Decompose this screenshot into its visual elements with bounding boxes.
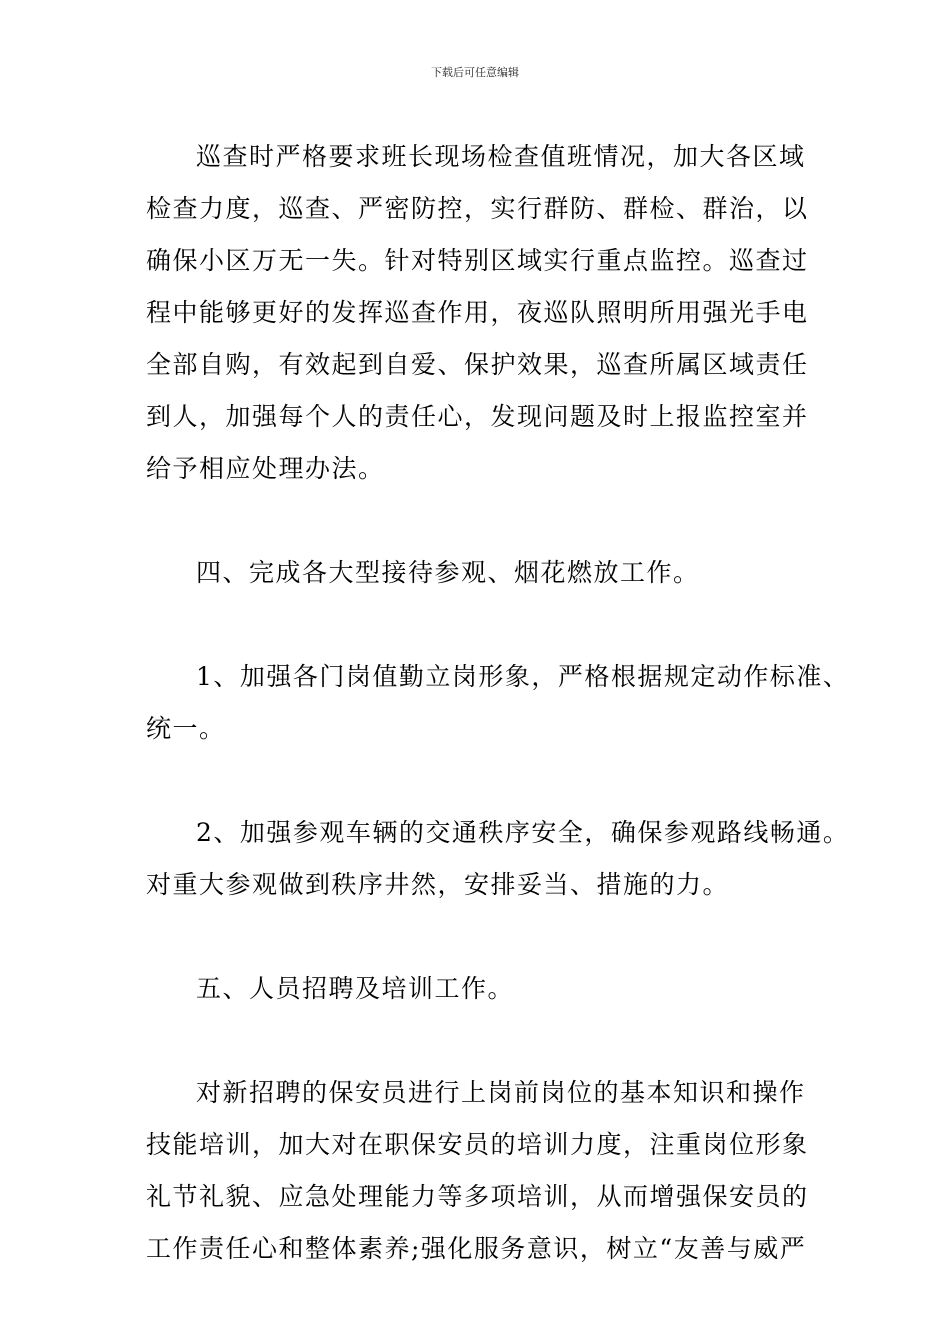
text-line: 对新招聘的保安员进行上岗前岗位的基本知识和操作 — [196, 1078, 806, 1107]
text-line: 给予相应处理办法。 — [146, 454, 385, 483]
paragraph-spacer — [146, 495, 818, 547]
paragraph-spacer — [146, 599, 818, 651]
text-line: 程中能够更好的发挥巡查作用，夜巡队照明所用强光手电 — [146, 298, 809, 327]
text-line: 技能培训，加大对在职保安员的培训力度，注重岗位形象 — [146, 1130, 809, 1159]
section-heading-five — [146, 963, 818, 1015]
text-line: 礼节礼貌、应急处理能力等多项培训，从而增强保安员的 — [146, 1182, 809, 1211]
text-line: 统一。 — [146, 714, 226, 743]
paragraph-spacer — [146, 911, 818, 963]
text-line: 巡查时严格要求班长现场检查值班情况，加大各区域 — [196, 142, 806, 171]
paragraph-spacer — [146, 755, 818, 807]
document-body — [146, 131, 850, 1275]
text-line: 检查力度，巡查、严密防控，实行群防、群检、群治，以 — [146, 194, 809, 223]
paragraph-item-1 — [146, 651, 850, 755]
paragraph-training — [146, 1067, 818, 1275]
text-line: 对重大参观做到秩序井然，安排妥当、措施的力。 — [146, 870, 730, 899]
text-line: 1、加强各门岗值勤立岗形象，严格根据规定动作标准、 — [196, 662, 850, 691]
paragraph-spacer — [146, 1015, 818, 1067]
text-line: 确保小区万无一失。针对特别区域实行重点监控。巡查过 — [146, 246, 809, 275]
paragraph-patrol — [146, 131, 818, 495]
paragraph-item-2 — [146, 807, 850, 911]
text-line: 到人，加强每个人的责任心，发现问题及时上报监控室并 — [146, 402, 809, 431]
text-line: 全部自购，有效起到自爱、保护效果，巡查所属区域责任 — [146, 350, 809, 379]
section-heading-four — [146, 547, 818, 599]
text-line: 四、完成各大型接待参观、烟花燃放工作。 — [196, 558, 700, 587]
text-line: 工作责任心和整体素养;强化服务意识，树立“友善与威严 — [146, 1234, 807, 1263]
text-line: 2、加强参观车辆的交通秩序安全，确保参观路线畅通。 — [196, 818, 850, 847]
page-header: 下载后可任意编辑 — [431, 66, 519, 79]
text-line: 五、人员招聘及培训工作。 — [196, 974, 515, 1003]
